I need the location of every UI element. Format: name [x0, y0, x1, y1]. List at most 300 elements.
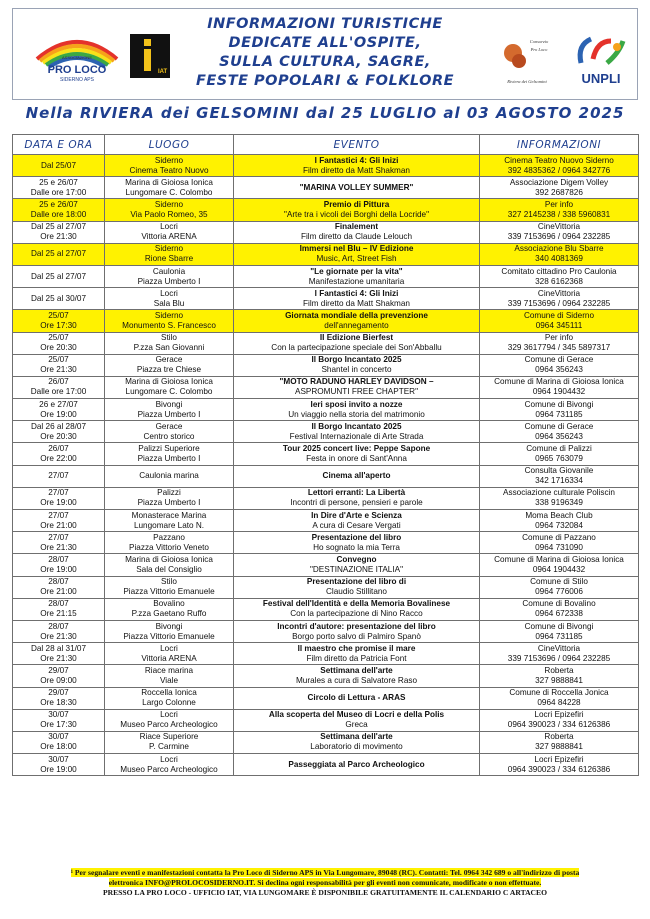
cell-event: [234, 376, 480, 398]
cell-place-line-1: Marina di Gioiosa Ionica: [125, 377, 213, 387]
cell-place-line-2: Vittoria ARENA: [141, 232, 197, 242]
cell-event-line-1: I Fantastici 4: Gli Inizi: [314, 155, 399, 165]
cell-info-line-2: 392 2687826: [535, 187, 583, 197]
cell-place-line-1: Siderno: [154, 244, 184, 254]
cell-place-line-2: Sala Blu: [153, 298, 185, 308]
table-row: [13, 510, 639, 532]
cell-event: [234, 665, 480, 687]
cell-date: [13, 598, 105, 620]
cell-info-line-2: 0964 390023 / 334 6126386: [507, 720, 611, 730]
cell-event-line-1: Ieri sposi invito a nozze: [310, 399, 403, 409]
cell-event-line-1: Il Borgo Incantato 2025: [311, 355, 402, 365]
cell-date-line-1: Dal 25 al 27/07: [30, 222, 87, 232]
cell-info: [480, 665, 639, 687]
cell-place-line-2: Piazza Umberto I: [137, 409, 201, 419]
cell-info-line-2: 0964 390023 / 334 6126386: [507, 764, 611, 774]
cell-info: [480, 332, 639, 354]
cell-date: [13, 310, 105, 332]
column-header-place: LUOGO: [105, 135, 234, 155]
cell-info: [480, 709, 639, 731]
cell-place-line-1: Palizzi: [157, 488, 181, 498]
footer-line-1: ¹ Per segnalare eventi e manifestazioni contatta la Pro Loco di Siderno APS in Via Lungomare, 89048 (RC). Contatti: Tel. 0964 342 689 o all'indirizzo di posta: [70, 868, 580, 877]
cell-date-line-1: Dal 25 al 27/07: [30, 249, 87, 259]
cell-event: [234, 288, 480, 310]
cell-place: [105, 665, 234, 687]
cell-info-line-1: Per info: [544, 199, 574, 209]
cell-date-line-1: 30/07: [48, 710, 69, 720]
cell-event-line-2: "DESTINAZIONE ITALIA": [309, 564, 403, 574]
cell-date-line-1: Dal 25 al 27/07: [30, 271, 87, 281]
cell-event-line-2: Murales a cura di Salvatore Raso: [295, 675, 418, 685]
cell-date: [13, 221, 105, 243]
cell-event-line-2: Festival Internazionale di Arte Strada: [289, 431, 424, 441]
cell-info: [480, 310, 639, 332]
cell-date-line-1: 28/07: [48, 621, 69, 631]
table-row: [13, 177, 639, 199]
cell-info: [480, 620, 639, 642]
pro-loco-name: PRO LOCO: [47, 64, 107, 76]
cell-date-line-2: Ore 20:30: [40, 343, 77, 353]
cell-info-line-2: 339 7153696 / 0964 232285: [507, 298, 611, 308]
cell-place: [105, 620, 234, 642]
cell-info-line-2: 327 9888841: [535, 675, 583, 685]
cell-event-line-2: ASPROMUNTI FREE CHAPTER": [294, 387, 418, 397]
cell-date-line-2: Ore 21:30: [40, 232, 77, 242]
cell-date-line-2: Ore 18:30: [40, 698, 77, 708]
cell-place-line-2: Lungomare Lato N.: [133, 520, 205, 530]
table-row: [13, 265, 639, 287]
cell-place-line-1: Caulonia: [152, 266, 186, 276]
cell-place-line-1: Siderno: [154, 199, 184, 209]
cell-info-line-1: Comune di Bovalino: [522, 599, 596, 609]
cell-place-line-2: Rione Sbarre: [144, 254, 194, 264]
cell-event-line-1: Cinema all'aperto: [322, 471, 391, 481]
pro-loco-logo: [31, 29, 123, 85]
cell-date-line-2: Dalle ore 17:00: [30, 187, 87, 197]
cell-info-line-1: Comune di Gerace: [524, 355, 594, 365]
cell-place-line-1: Locri: [160, 222, 178, 232]
cell-event: [234, 532, 480, 554]
cell-date-line-1: 27/07: [48, 510, 69, 520]
cell-date-line-1: 30/07: [48, 754, 69, 764]
cell-place-line-2: Piazza Vittorio Veneto: [129, 542, 209, 552]
cell-event-line-1: Convegno: [336, 554, 377, 564]
cell-event-line-1: II Edizione Bierfest: [319, 333, 394, 343]
cell-place-line-2: Piazza tre Chiese: [136, 365, 202, 375]
table-row: [13, 643, 639, 665]
cell-info: [480, 288, 639, 310]
cell-event-line-1: Incontri d'autore: presentazione del libro: [277, 621, 436, 631]
cell-info: [480, 532, 639, 554]
cell-place-line-2: P.zza Gaetano Ruffo: [131, 609, 207, 619]
cell-date: [13, 399, 105, 421]
cell-info-line-2: 329 3617794 / 345 5897317: [507, 343, 611, 353]
cell-date: [13, 576, 105, 598]
cell-info-line-2: 392 4835362 / 0964 342776: [507, 165, 611, 175]
cell-event-line-1: Presentazione del libro di: [306, 577, 407, 587]
cell-place: [105, 243, 234, 265]
footer-note: [12, 868, 638, 898]
cell-place: [105, 399, 234, 421]
cell-info-line-1: Moma Beach Club: [525, 510, 593, 520]
cell-event-line-1: Finalement: [334, 222, 379, 232]
cell-place-line-2: Via Paolo Romeo, 35: [130, 209, 208, 219]
cell-date-line-2: Ore 18:00: [40, 742, 77, 752]
consorzio-logo: [497, 29, 557, 89]
column-header-event: EVENTO: [234, 135, 480, 155]
cell-date: [13, 731, 105, 753]
cell-date-line-1: 26/07: [48, 377, 69, 387]
cell-place-line-1: Caulonia marina: [139, 471, 199, 481]
cell-info-line-1: Comune di Stilo: [530, 577, 588, 587]
table-row: [13, 354, 639, 376]
cell-info-line-2: 338 9196349: [535, 498, 583, 508]
cell-event-line-1: Presentazione del libro: [311, 532, 402, 542]
cell-date-line-1: 25/07: [48, 310, 69, 320]
cell-event-line-2: Con la partecipazione speciale dei Son'Abballu: [271, 343, 442, 353]
header-title-line: DEDICATE ALL'OSPITE,: [228, 35, 422, 51]
cell-place: [105, 687, 234, 709]
cell-info-line-1: Locri Epizefiri: [534, 754, 584, 764]
cell-place: [105, 731, 234, 753]
cell-info: [480, 510, 639, 532]
cell-event: [234, 687, 480, 709]
cell-info-line-1: Comune di Pazzano: [522, 532, 596, 542]
cell-event: [234, 310, 480, 332]
cell-event: [234, 576, 480, 598]
cell-info: [480, 443, 639, 465]
cell-date-line-1: 27/07: [48, 532, 69, 542]
cell-date-line-1: 29/07: [48, 688, 69, 698]
cell-date-line-1: 28/07: [48, 599, 69, 609]
cell-event-line-2: A cura di Cesare Vergati: [312, 520, 401, 530]
cell-place-line-1: Bivongi: [155, 621, 183, 631]
cell-place: [105, 598, 234, 620]
cell-date: [13, 754, 105, 776]
cell-info: [480, 687, 639, 709]
table-row: [13, 554, 639, 576]
cell-event: [234, 598, 480, 620]
cell-date-line-2: Ore 21:30: [40, 631, 77, 641]
cell-event: [234, 421, 480, 443]
footer-line-2: elettronica INFO@PROLOCOSIDERNO.IT. Si declina ogni responsabilità per gli eventi non comunicate, modificate o non effettuate.: [108, 878, 542, 887]
cell-place-line-1: Riace Superiore: [139, 732, 199, 742]
table-row: [13, 443, 639, 465]
cell-place-line-1: Riace marina: [144, 665, 194, 675]
cell-date-line-2: Ore 21:00: [40, 587, 77, 597]
cell-place-line-2: Sala del Consiglio: [136, 564, 202, 574]
cell-event: [234, 177, 480, 199]
table-row: [13, 754, 639, 776]
cell-info-line-2: 0964 84228: [537, 698, 581, 708]
cell-event: [234, 643, 480, 665]
cell-event: [234, 620, 480, 642]
cell-date-line-2: Ore 21:15: [40, 609, 77, 619]
cell-event-line-1: In Dire d'Arte e Scienza: [311, 510, 402, 520]
table-row: [13, 421, 639, 443]
cell-place-line-1: Pazzano: [153, 532, 185, 542]
cell-date: [13, 265, 105, 287]
cell-event-line-2: Festa in onore di Sant'Anna: [306, 454, 407, 464]
cell-event-line-1: Lettori erranti: La Libertà: [307, 488, 406, 498]
cell-place-line-2: Museo Parco Archeologico: [120, 720, 218, 730]
cell-place-line-1: Monasterace Marina: [131, 510, 207, 520]
cell-place-line-2: Vittoria ARENA: [141, 653, 197, 663]
cell-info-line-2: 340 4081369: [535, 254, 583, 264]
cell-event-line-1: "MOTO RADUNO HARLEY DAVIDSON –: [279, 377, 434, 387]
cell-info-line-1: Associazione Digem Volley: [509, 177, 609, 187]
cell-info-line-2: 328 6162368: [535, 276, 583, 286]
cell-date: [13, 643, 105, 665]
cell-event: [234, 243, 480, 265]
cell-date-line-1: 28/07: [48, 554, 69, 564]
cell-event-line-2: Incontri di persone, pensieri e parole: [290, 498, 423, 508]
cell-event-line-1: Immersi nel Blu – IV Edizione: [299, 244, 414, 254]
cell-event-line-2: Shantel in concerto: [321, 365, 392, 375]
cell-place-line-1: Gerace: [155, 421, 183, 431]
unpli-logo: [567, 33, 629, 91]
cell-place: [105, 576, 234, 598]
cell-place: [105, 754, 234, 776]
cell-info-line-1: Comune di Bivongi: [524, 399, 594, 409]
cell-event-line-2: Film diretto da Matt Shakman: [303, 165, 410, 175]
header-title-line: INFORMAZIONI TURISTICHE: [207, 16, 443, 32]
cell-place: [105, 487, 234, 509]
cell-date-line-2: Ore 21:30: [40, 653, 77, 663]
cell-place: [105, 510, 234, 532]
cell-event-line-1: "Le giornate per la vita": [310, 266, 403, 276]
consorzio-bottom: Riviera dei Gelsomini: [507, 79, 547, 84]
cell-date: [13, 620, 105, 642]
table-row: [13, 487, 639, 509]
cell-place-line-2: Lungomare C. Colombo: [125, 387, 213, 397]
cell-event-line-2: Claudio Stillitano: [326, 587, 387, 597]
cell-place-line-1: Locri: [160, 643, 178, 653]
cell-info-line-1: Comune di Bivongi: [524, 621, 594, 631]
cell-place-line-2: Piazza Vittorio Emanuele: [123, 631, 215, 641]
cell-event: [234, 221, 480, 243]
cell-info-line-2: 0964 776006: [535, 587, 583, 597]
cell-info-line-1: Comune di Roccella Jonica: [509, 688, 609, 698]
cell-event-line-1: Settimana dell'arte: [320, 732, 393, 742]
cell-event-line-2: Film diretto da Matt Shakman: [303, 298, 410, 308]
cell-event-line-1: Tour 2025 concert live: Peppe Sapone: [282, 444, 431, 454]
cell-event: [234, 510, 480, 532]
cell-date: [13, 177, 105, 199]
cell-date: [13, 487, 105, 509]
cell-info-line-1: Consulta Giovanile: [524, 466, 594, 476]
cell-date-line-1: 25 e 26/07: [39, 177, 78, 187]
cell-info-line-1: Comune di Marina di Gioiosa Ionica: [494, 554, 624, 564]
cell-place-line-1: Marina di Gioiosa Ionica: [125, 554, 213, 564]
cell-date: [13, 288, 105, 310]
cell-info-line-2: 0964 1904432: [532, 564, 586, 574]
cell-event-line-1: Premio di Pittura: [323, 199, 390, 209]
table-header-row: [13, 135, 639, 155]
cell-date: [13, 465, 105, 487]
cell-place: [105, 643, 234, 665]
iat-logo: [129, 33, 171, 79]
cell-event-line-2: Film diretto da Patricia Font: [306, 653, 407, 663]
cell-date-line-1: 25 e 26/07: [39, 199, 78, 209]
cell-date-line-1: Dal 26 al 28/07: [30, 421, 87, 431]
cell-date-line-2: Ore 20:30: [40, 431, 77, 441]
cell-place-line-2: Largo Colonne: [142, 698, 196, 708]
column-header-date: DATA E ORA: [13, 135, 105, 155]
cell-place-line-1: Roccella Ionica: [141, 688, 197, 698]
cell-date-line-2: Ore 21:30: [40, 542, 77, 552]
cell-date-line-2: Ore 19:00: [40, 764, 77, 774]
cell-info-line-2: 0964 356243: [535, 431, 583, 441]
table-row: [13, 243, 639, 265]
cell-info-line-1: CineVittoria: [537, 222, 581, 232]
cell-date: [13, 665, 105, 687]
table-row: [13, 288, 639, 310]
cell-place-line-2: Centro storico: [143, 431, 195, 441]
cell-event: [234, 155, 480, 177]
table-row: [13, 532, 639, 554]
cell-date: [13, 532, 105, 554]
cell-place: [105, 532, 234, 554]
cell-info-line-1: Roberta: [544, 732, 574, 742]
cell-event: [234, 465, 480, 487]
cell-event-line-1: I Fantastici 4: Gli Inizi: [314, 288, 399, 298]
cell-date-line-2: Ore 21:30: [40, 365, 77, 375]
cell-info: [480, 576, 639, 598]
cell-place-line-2: Lungomare C. Colombo: [125, 187, 213, 197]
cell-info: [480, 376, 639, 398]
cell-date-line-2: Ore 17:30: [40, 320, 77, 330]
cell-place-line-1: Siderno: [154, 310, 184, 320]
cell-event-line-2: Con la partecipazione di Nino Racco: [290, 609, 423, 619]
table-row: [13, 731, 639, 753]
cell-place-line-2: Cinema Teatro Nuovo: [129, 165, 209, 175]
cell-info: [480, 265, 639, 287]
cell-date-line-1: Dal 25/07: [40, 160, 77, 170]
cell-date-line-1: 29/07: [48, 665, 69, 675]
cell-date: [13, 155, 105, 177]
cell-info: [480, 243, 639, 265]
cell-event-line-2: Film diretto da Claude Lelouch: [300, 232, 413, 242]
cell-event: [234, 731, 480, 753]
cell-info-line-1: Comune di Palizzi: [526, 444, 592, 454]
table-row: [13, 155, 639, 177]
cell-info-line-2: 339 7153696 / 0964 232285: [507, 653, 611, 663]
cell-info: [480, 399, 639, 421]
cell-date-line-2: Ore 09:00: [40, 675, 77, 685]
cell-event-line-2: Borgo porto salvo di Palmiro Spanò: [292, 631, 421, 641]
cell-event-line-1: Passeggiata al Parco Archeologico: [288, 759, 425, 769]
table-row: [13, 310, 639, 332]
cell-place-line-2: Piazza Umberto I: [137, 276, 201, 286]
cell-event-line-1: Giornata mondiale della prevenzione: [285, 310, 428, 320]
cell-date: [13, 421, 105, 443]
cell-place-line-2: P. Carmine: [149, 742, 189, 752]
header: [12, 8, 638, 100]
cell-info-line-2: 342 1716334: [535, 476, 583, 486]
cell-place: [105, 199, 234, 221]
footer-line-3: PRESSO LA PRO LOCO - UFFICIO IAT, VIA LUNGOMARE È DISPONIBILE GRATUITAMENTE IL CALENDARIO C ARTACEO: [102, 888, 548, 897]
cell-event-line-2: Laboratorio di movimento: [310, 742, 403, 752]
cell-event-line-2: "Arte tra i vicoli dei Borghi della Locride": [283, 209, 430, 219]
table-row: [13, 620, 639, 642]
cell-place-line-2: P.zza San Giovanni: [133, 343, 205, 353]
cell-date-line-2: Ore 19:00: [40, 409, 77, 419]
cell-event-line-1: "MARINA VOLLEY SUMMER": [299, 182, 414, 192]
cell-info-line-1: Locri Epizefiri: [534, 710, 584, 720]
cell-place-line-1: Locri: [160, 754, 178, 764]
cell-info-line-1: Associazione Blu Sbarre: [514, 244, 604, 254]
cell-place-line-1: Marina di Gioiosa Ionica: [125, 177, 213, 187]
table-row: [13, 465, 639, 487]
cell-info: [480, 754, 639, 776]
table-row: [13, 199, 639, 221]
cell-place-line-1: Stilo: [161, 577, 177, 587]
events-table: [12, 134, 639, 776]
cell-event-line-1: Circolo di Lettura - ARAS: [307, 693, 406, 703]
cell-date-line-1: 30/07: [48, 732, 69, 742]
cell-event-line-1: Alla scoperta del Museo di Locri e della Polis: [268, 710, 445, 720]
cell-event-line-1: Il maestro che promise il mare: [297, 643, 416, 653]
iat-label: IAT: [158, 69, 168, 75]
cell-info: [480, 199, 639, 221]
cell-event: [234, 399, 480, 421]
cell-event: [234, 332, 480, 354]
cell-event: [234, 554, 480, 576]
cell-date-line-2: Ore 19:00: [40, 564, 77, 574]
cell-date-line-1: 27/07: [48, 488, 69, 498]
cell-event: [234, 487, 480, 509]
cell-date-line-2: Ore 21:00: [40, 520, 77, 530]
cell-info-line-1: Per info: [544, 333, 574, 343]
cell-place: [105, 421, 234, 443]
cell-place: [105, 554, 234, 576]
cell-place-line-1: Locri: [160, 710, 178, 720]
cell-date-line-1: 25/07: [48, 355, 69, 365]
cell-info: [480, 554, 639, 576]
cell-event-line-1: Settimana dell'arte: [320, 665, 393, 675]
cell-date-line-1: 28/07: [48, 577, 69, 587]
cell-info-line-1: Associazione culturale Poliscin: [503, 488, 615, 498]
cell-event: [234, 199, 480, 221]
cell-info: [480, 643, 639, 665]
cell-place-line-2: Piazza Vittorio Emanuele: [123, 587, 215, 597]
cell-info-line-1: Cinema Teatro Nuovo Siderno: [504, 155, 614, 165]
cell-place: [105, 443, 234, 465]
cell-info-line-2: 0965 763079: [535, 454, 583, 464]
cell-date-line-1: 26 e 27/07: [39, 399, 78, 409]
pro-loco-top: ASSOCIAZIONE: [61, 55, 93, 60]
cell-date: [13, 376, 105, 398]
cell-info-line-2: 0964 672338: [535, 609, 583, 619]
cell-date: [13, 332, 105, 354]
cell-info-line-1: Comitato cittadino Pro Caulonia: [501, 266, 617, 276]
cell-event-line-2: Ho sognato la mia Terra: [313, 542, 400, 552]
cell-place-line-1: Gerace: [155, 355, 183, 365]
cell-place: [105, 265, 234, 287]
cell-info-line-1: CineVittoria: [537, 643, 581, 653]
cell-place: [105, 709, 234, 731]
unpli-label: UNPLI: [581, 71, 621, 86]
cell-event-line-2: Greca: [345, 720, 368, 730]
cell-info-line-2: 0964 731185: [535, 409, 583, 419]
cell-place-line-2: Piazza Umberto I: [137, 498, 201, 508]
cell-info: [480, 598, 639, 620]
cell-date: [13, 243, 105, 265]
cell-date: [13, 687, 105, 709]
table-row: [13, 687, 639, 709]
cell-place-line-1: Locri: [160, 288, 178, 298]
